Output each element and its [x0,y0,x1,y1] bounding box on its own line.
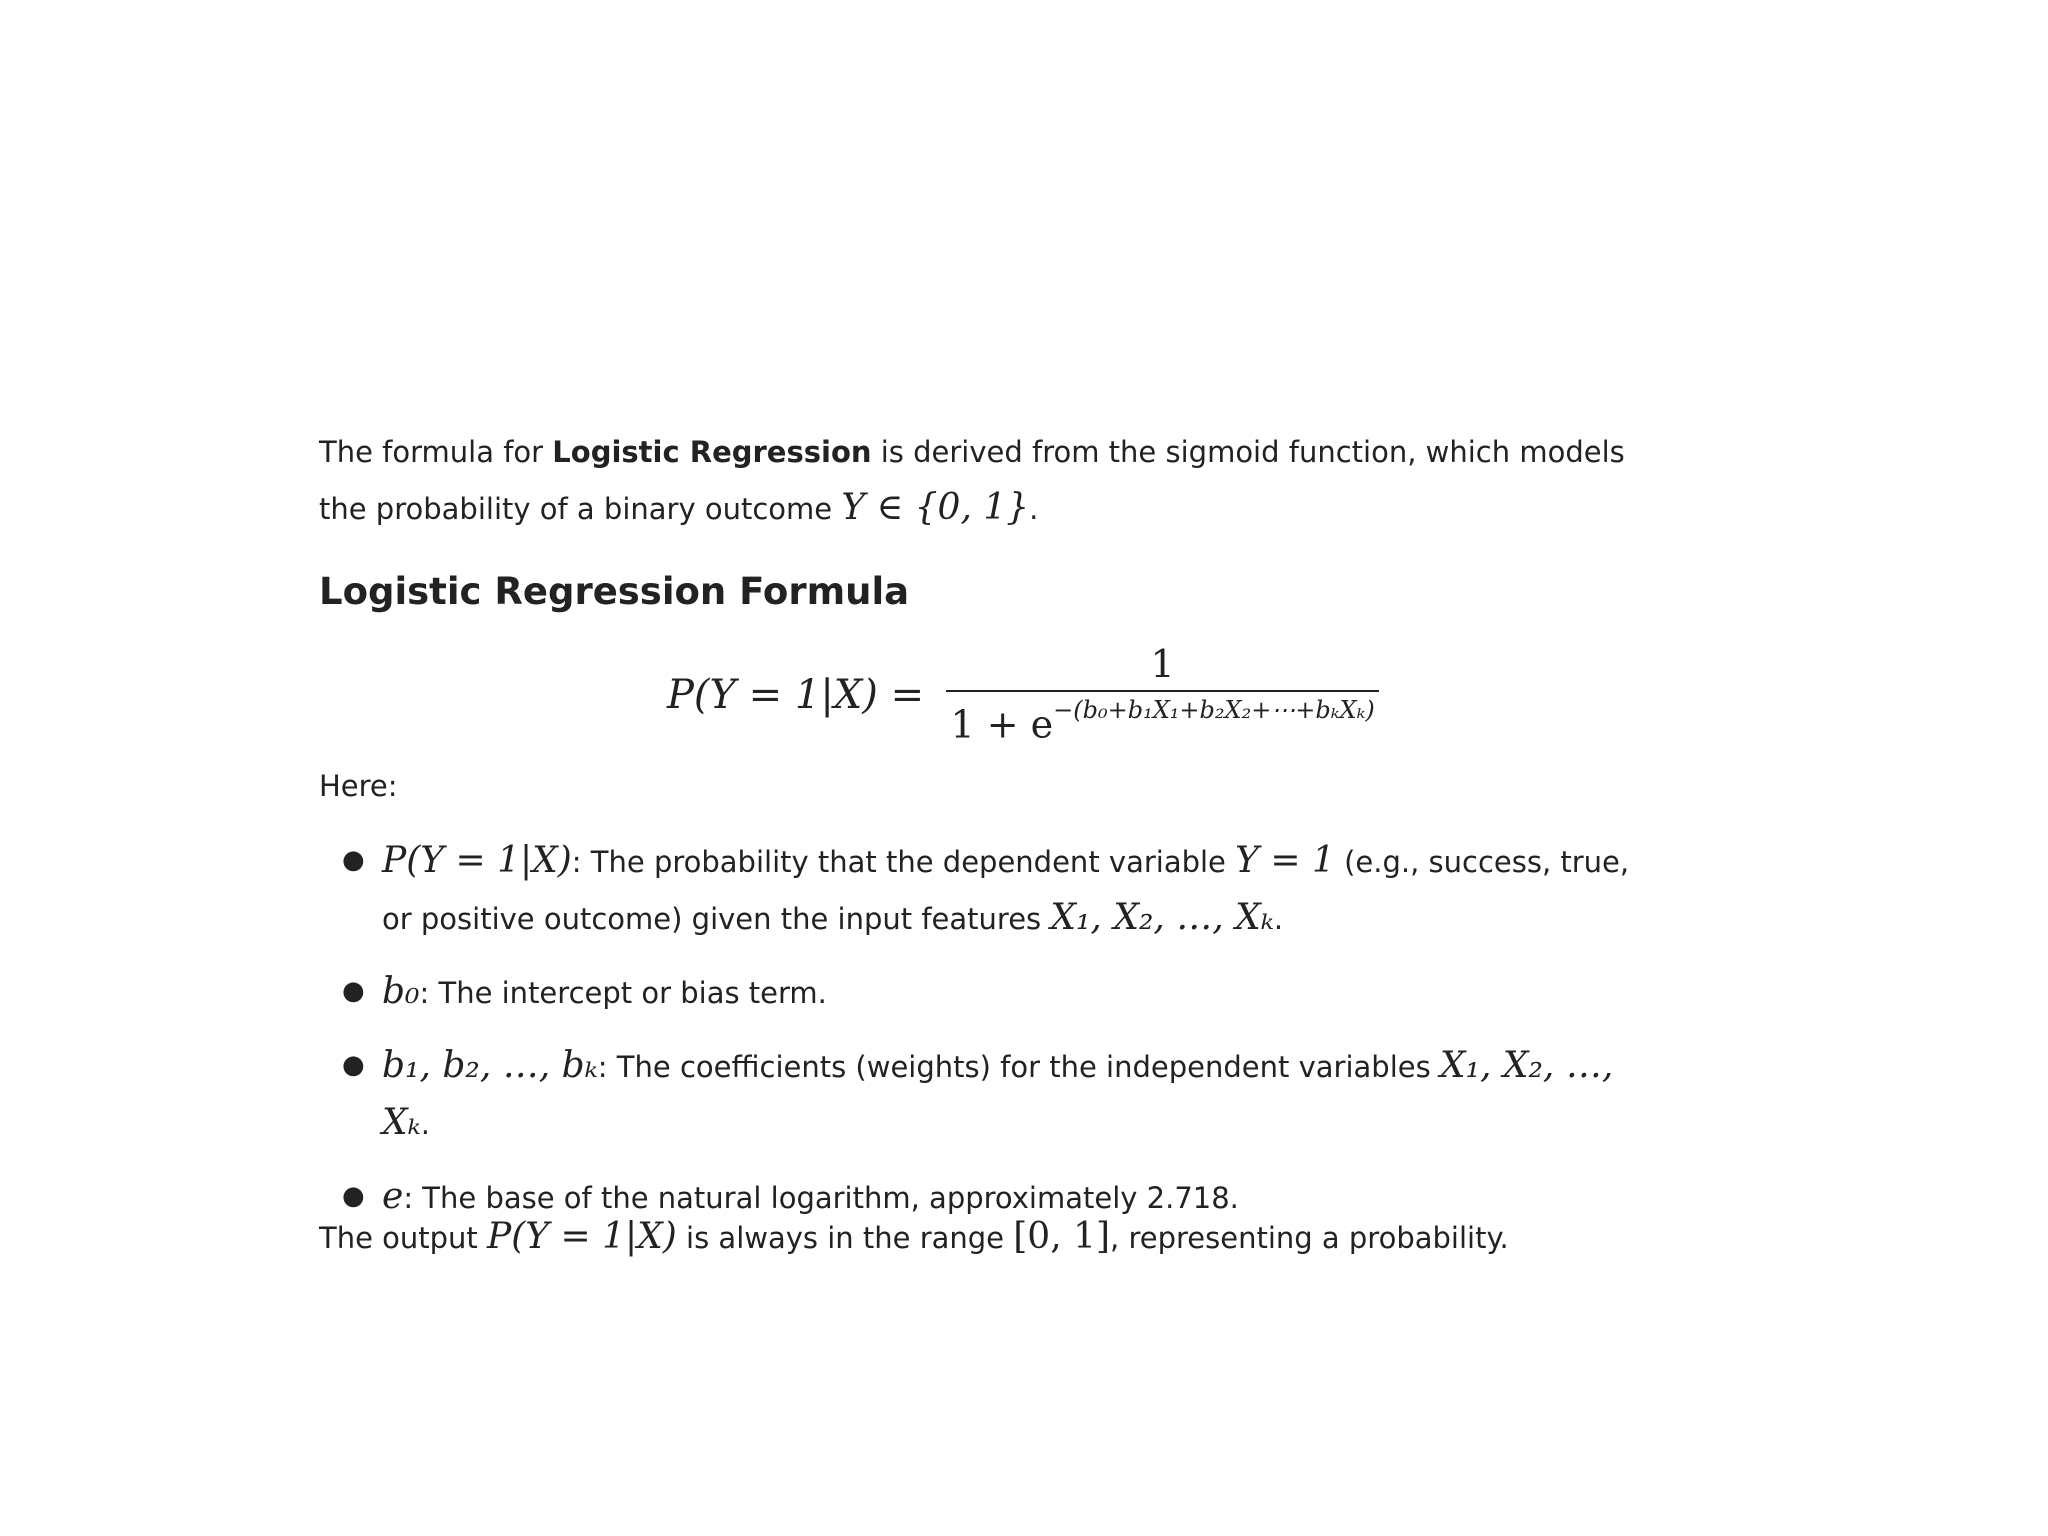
output-math: P(Y = 1|X) [487,1216,677,1257]
def-math-3: X₁, X₂, …, Xₖ [1050,897,1274,938]
intro-paragraph [319,425,1659,537]
logistic-formula [667,642,1379,749]
list-item [319,1038,1659,1152]
def-math: e [382,1176,404,1217]
def-text: : The base of the natural logarithm, approximately 2.718. [403,1181,1239,1215]
formula-lhs: P(Y = 1|X) = [667,672,925,719]
def-text-3: . [1273,902,1284,936]
output-range: [0, 1] [1013,1216,1111,1257]
bullet-icon: ● [342,1050,365,1080]
output-text-3: , representing a probability. [1110,1221,1509,1255]
intro-end: . [1029,492,1039,526]
output-text-1: The output [319,1221,488,1255]
def-text-2: . [420,1107,430,1141]
def-text-2: (e.g., success, true, or positive outcome) given the input features [382,845,1630,936]
definitions-list [319,833,1659,1243]
intro-math: Y ∈ {0, 1} [841,487,1030,528]
output-paragraph [319,1209,1509,1266]
here-label: Here: [319,769,398,803]
bullet-icon: ● [342,845,365,875]
def-math-2: Y = 1 [1235,840,1335,881]
def-text: : The coefficients (weights) for the independent variables [597,1050,1440,1084]
intro-bold-term: Logistic Regression [552,435,872,469]
def-math: b₀ [382,971,420,1012]
intro-text-2: is derived from the sigmoid function, which models the probability of a binary outcome [319,435,1625,526]
def-math: b₁, b₂, …, bₖ [382,1045,598,1086]
formula-denominator [950,692,1374,749]
section-heading: Logistic Regression Formula [319,570,910,613]
intro-text-1: The formula for [319,435,553,469]
def-text: : The intercept or bias term. [419,976,827,1010]
def-math: P(Y = 1|X) [382,840,572,881]
denominator-base: 1 + e [950,702,1054,747]
bullet-icon: ● [342,976,365,1006]
list-item [319,964,1659,1021]
output-text-2: is always in the range [676,1221,1014,1255]
def-text: : The probability that the dependent variable [571,845,1236,879]
def-math-2: X₁, X₂, …, Xₖ [382,1045,1614,1143]
formula-fraction [946,642,1379,749]
bullet-icon: ● [342,1181,365,1211]
list-item [319,833,1659,947]
denominator-exponent: −(b₀+b₁X₁+b₂X₂+⋯+bₖXₖ) [1053,696,1375,724]
formula-numerator: 1 [1150,642,1175,686]
